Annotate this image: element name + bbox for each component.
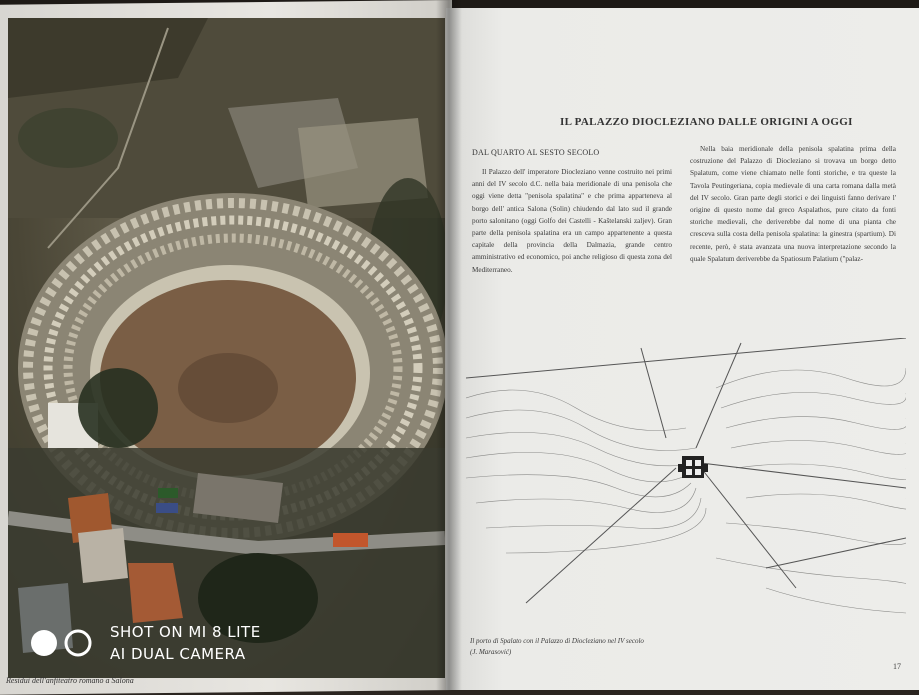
text-column-2 [690, 143, 896, 265]
paragraph-2: Nella baia meridionale della penisola spalatina prima della costruzione del Palazzo di Diocleziano si trovava un borgo detto Spalatum, come viene chiamato nelle fonti storiche, e tra queste la Tavola Peutingeriana, copia medievale di una carta romana dalla metà del IV secolo. Gran parte degli storici e dei linguisti fanno derivare l' origine di questo nome dal greco Aspalathos, pure citato da fonti storiche medievali, che deriverebbe dal nome di una pianta che cresceva sulla costa della penisola spalatina: la ginestra (spartium). Di recente, però, è stata avanzata una nuova interpretazione secondo la quale Spalatum deriverebbe da Spatiosum Palatium ("palaz- [690, 145, 896, 263]
text-column-1 [472, 166, 672, 276]
palace-plan [678, 456, 708, 478]
topographic-map [466, 338, 906, 628]
map-caption [470, 636, 730, 658]
chapter-title: IL PALAZZO DIOCLEZIANO DALLE ORIGINI A OGGI [560, 116, 853, 128]
watermark-text [110, 621, 261, 665]
amphitheatre-aerial-photo [8, 18, 445, 678]
watermark-line2: AI DUAL CAMERA [110, 645, 246, 663]
section-title: DAL QUARTO AL SESTO SECOLO [472, 148, 600, 157]
paragraph-1: Il Palazzo dell' imperatore Diocleziano venne costruito nei primi anni del IV secolo d.C. nella baia meridionale di una penisola che oggi viene detta "penisola spalatina" e che prima apparteneva al borgo dell' antica Salona (Solin) chiudendo dal lato sud il grande porto salonitano (oggi Golfo dei Castelli - Kaštelanski zaljev). Gran parte della penisola spalatina era un campo appartenente a questa capitale della provincia della Dalmazia, grande centro amministrativo ed economico, poi anche religioso di questa zona del Mediterraneo. [472, 168, 672, 274]
map-illustration [466, 338, 906, 628]
page-number: 17 [893, 662, 901, 671]
amphitheatre-illustration [8, 18, 445, 678]
book-gutter-shadow [436, 0, 462, 690]
map-caption-line1: Il porto di Spalato con il Palazzo di Diocleziano nel IV secolo [470, 637, 644, 645]
map-caption-line2: (J. Marasović) [470, 648, 512, 656]
watermark-line1: SHOT ON MI 8 LITE [110, 623, 261, 641]
watermark-circles-icon [30, 623, 100, 663]
photo-caption: Residui dell'anfiteatro romano a Salona [6, 676, 134, 685]
